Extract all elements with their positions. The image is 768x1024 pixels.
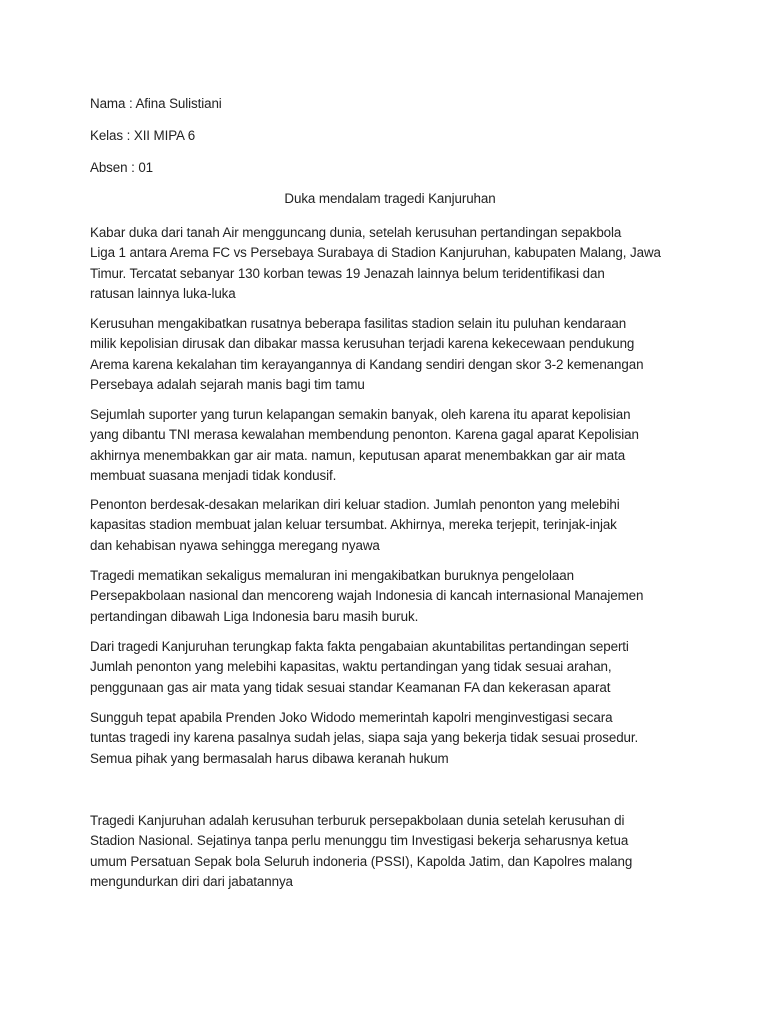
- paragraph-line: Kerusuhan mengakibatkan rusatnya beberapa fasilitas stadion selain itu puluhan kendaraan: [90, 316, 627, 331]
- paragraph-line: kapasitas stadion membuat jalan keluar tersumbat. Akhirnya, mereka terjepit, terinjak-injak: [90, 517, 617, 533]
- paragraph-line: membuat suasana menjadi tidak kondusif.: [90, 467, 337, 483]
- paragraph-line: Sungguh tepat apabila Prenden Joko Widodo memerintah kapolri menginvestigasi secara: [90, 710, 613, 725]
- paragraph-3: [90, 405, 680, 486]
- paragraph-line: yang dibantu TNI merasa kewalahan membendung penonton. Karena gagal aparat Kepolisian: [90, 427, 639, 443]
- paragraph-line: Tragedi Kanjuruhan adalah kerusuhan terburuk persepakbolaan dunia setelah kerusuhan di: [90, 813, 625, 828]
- paragraph-line: Sejumlah suporter yang turun kelapangan semakin banyak, oleh karena itu aparat kepolisian: [90, 407, 631, 422]
- paragraph-line: penggunaan gas air mata yang tidak sesuai standar Keamanan FA dan kekerasan aparat: [90, 679, 611, 695]
- paragraph-line: pertandingan dibawah Liga Indonesia baru masih buruk.: [90, 608, 419, 624]
- student-absen: Absen : 01: [90, 160, 154, 175]
- student-class: Kelas : XII MIPA 6: [90, 128, 196, 143]
- paragraph-line: Stadion Nasional. Sejatinya tanpa perlu menunggu tim Investigasi bekerja seharusnya ketua: [90, 833, 629, 849]
- paragraph-line: Arema karena kekalahan tim kerayangannya di Kandang sendiri dengan skor 3-2 kemenangan: [90, 356, 644, 372]
- paragraph-line: tuntas tragedi iny karena pasalnya sudah jelas, siapa saja yang bekerja tidak sesuai prosedur.: [90, 730, 639, 746]
- paragraph-line: ratusan lainnya luka-luka: [90, 285, 236, 301]
- paragraph-line: milik kepolisian dirusak dan dibakar massa kerusuhan terjadi karena kekecewaan pendukung: [90, 336, 635, 352]
- paragraph-line: Kabar duka dari tanah Air mengguncang dunia, setelah kerusuhan pertandingan sepakbola: [90, 225, 622, 240]
- paragraph-line: Penonton berdesak-desakan melarikan diri keluar stadion. Jumlah penonton yang melebihi: [90, 497, 620, 512]
- paragraph-1: [90, 223, 680, 304]
- paragraph-8: [90, 811, 680, 892]
- paragraph-line: Semua pihak yang bermasalah harus dibawa keranah hukum: [90, 750, 449, 766]
- paragraph-line: Jumlah penonton yang melebihi kapasitas, waktu pertandingan yang tidak sesuai arahan,: [90, 659, 612, 675]
- paragraph-line: Dari tragedi Kanjuruhan terungkap fakta fakta pengabaian akuntabilitas pertandingan seperti: [90, 639, 629, 654]
- paragraph-line: dan kehabisan nyawa sehingga meregang nyawa: [90, 537, 380, 553]
- paragraph-5: [90, 566, 680, 627]
- paragraph-line: umum Persatuan Sepak bola Seluruh indoneria (PSSI), Kapolda Jatim, dan Kapolres malang: [90, 853, 633, 869]
- paragraph-line: Timur. Tercatat sebanyar 130 korban tewas 19 Jenazah lainnya belum teridentifikasi dan: [90, 265, 605, 281]
- paragraph-6: [90, 637, 680, 698]
- paragraph-line: Persepakbolaan nasional dan mencoreng wajah Indonesia di kancah internasional Manajemen: [90, 588, 644, 604]
- document-title: Duka mendalam tragedi Kanjuruhan: [284, 191, 496, 206]
- paragraph-line: akhirnya menembakkan gar air mata. namun, keputusan aparat menembakkan gar air mata: [90, 447, 626, 463]
- paragraph-4: [90, 495, 680, 556]
- paragraph-7: [90, 708, 680, 769]
- paragraph-line: mengundurkan diri dari jabatannya: [90, 873, 293, 889]
- student-name: Nama : Afina Sulistiani: [90, 96, 222, 111]
- paragraph-2: [90, 314, 680, 395]
- paragraph-line: Persebaya adalah sejarah manis bagi tim tamu: [90, 376, 365, 392]
- paragraph-line: Tragedi mematikan sekaligus memaluran ini mengakibatkan buruknya pengelolaan: [90, 568, 574, 583]
- paragraph-line: Liga 1 antara Arema FC vs Persebaya Surabaya di Stadion Kanjuruhan, kabupaten Malang, Jawa: [90, 245, 661, 261]
